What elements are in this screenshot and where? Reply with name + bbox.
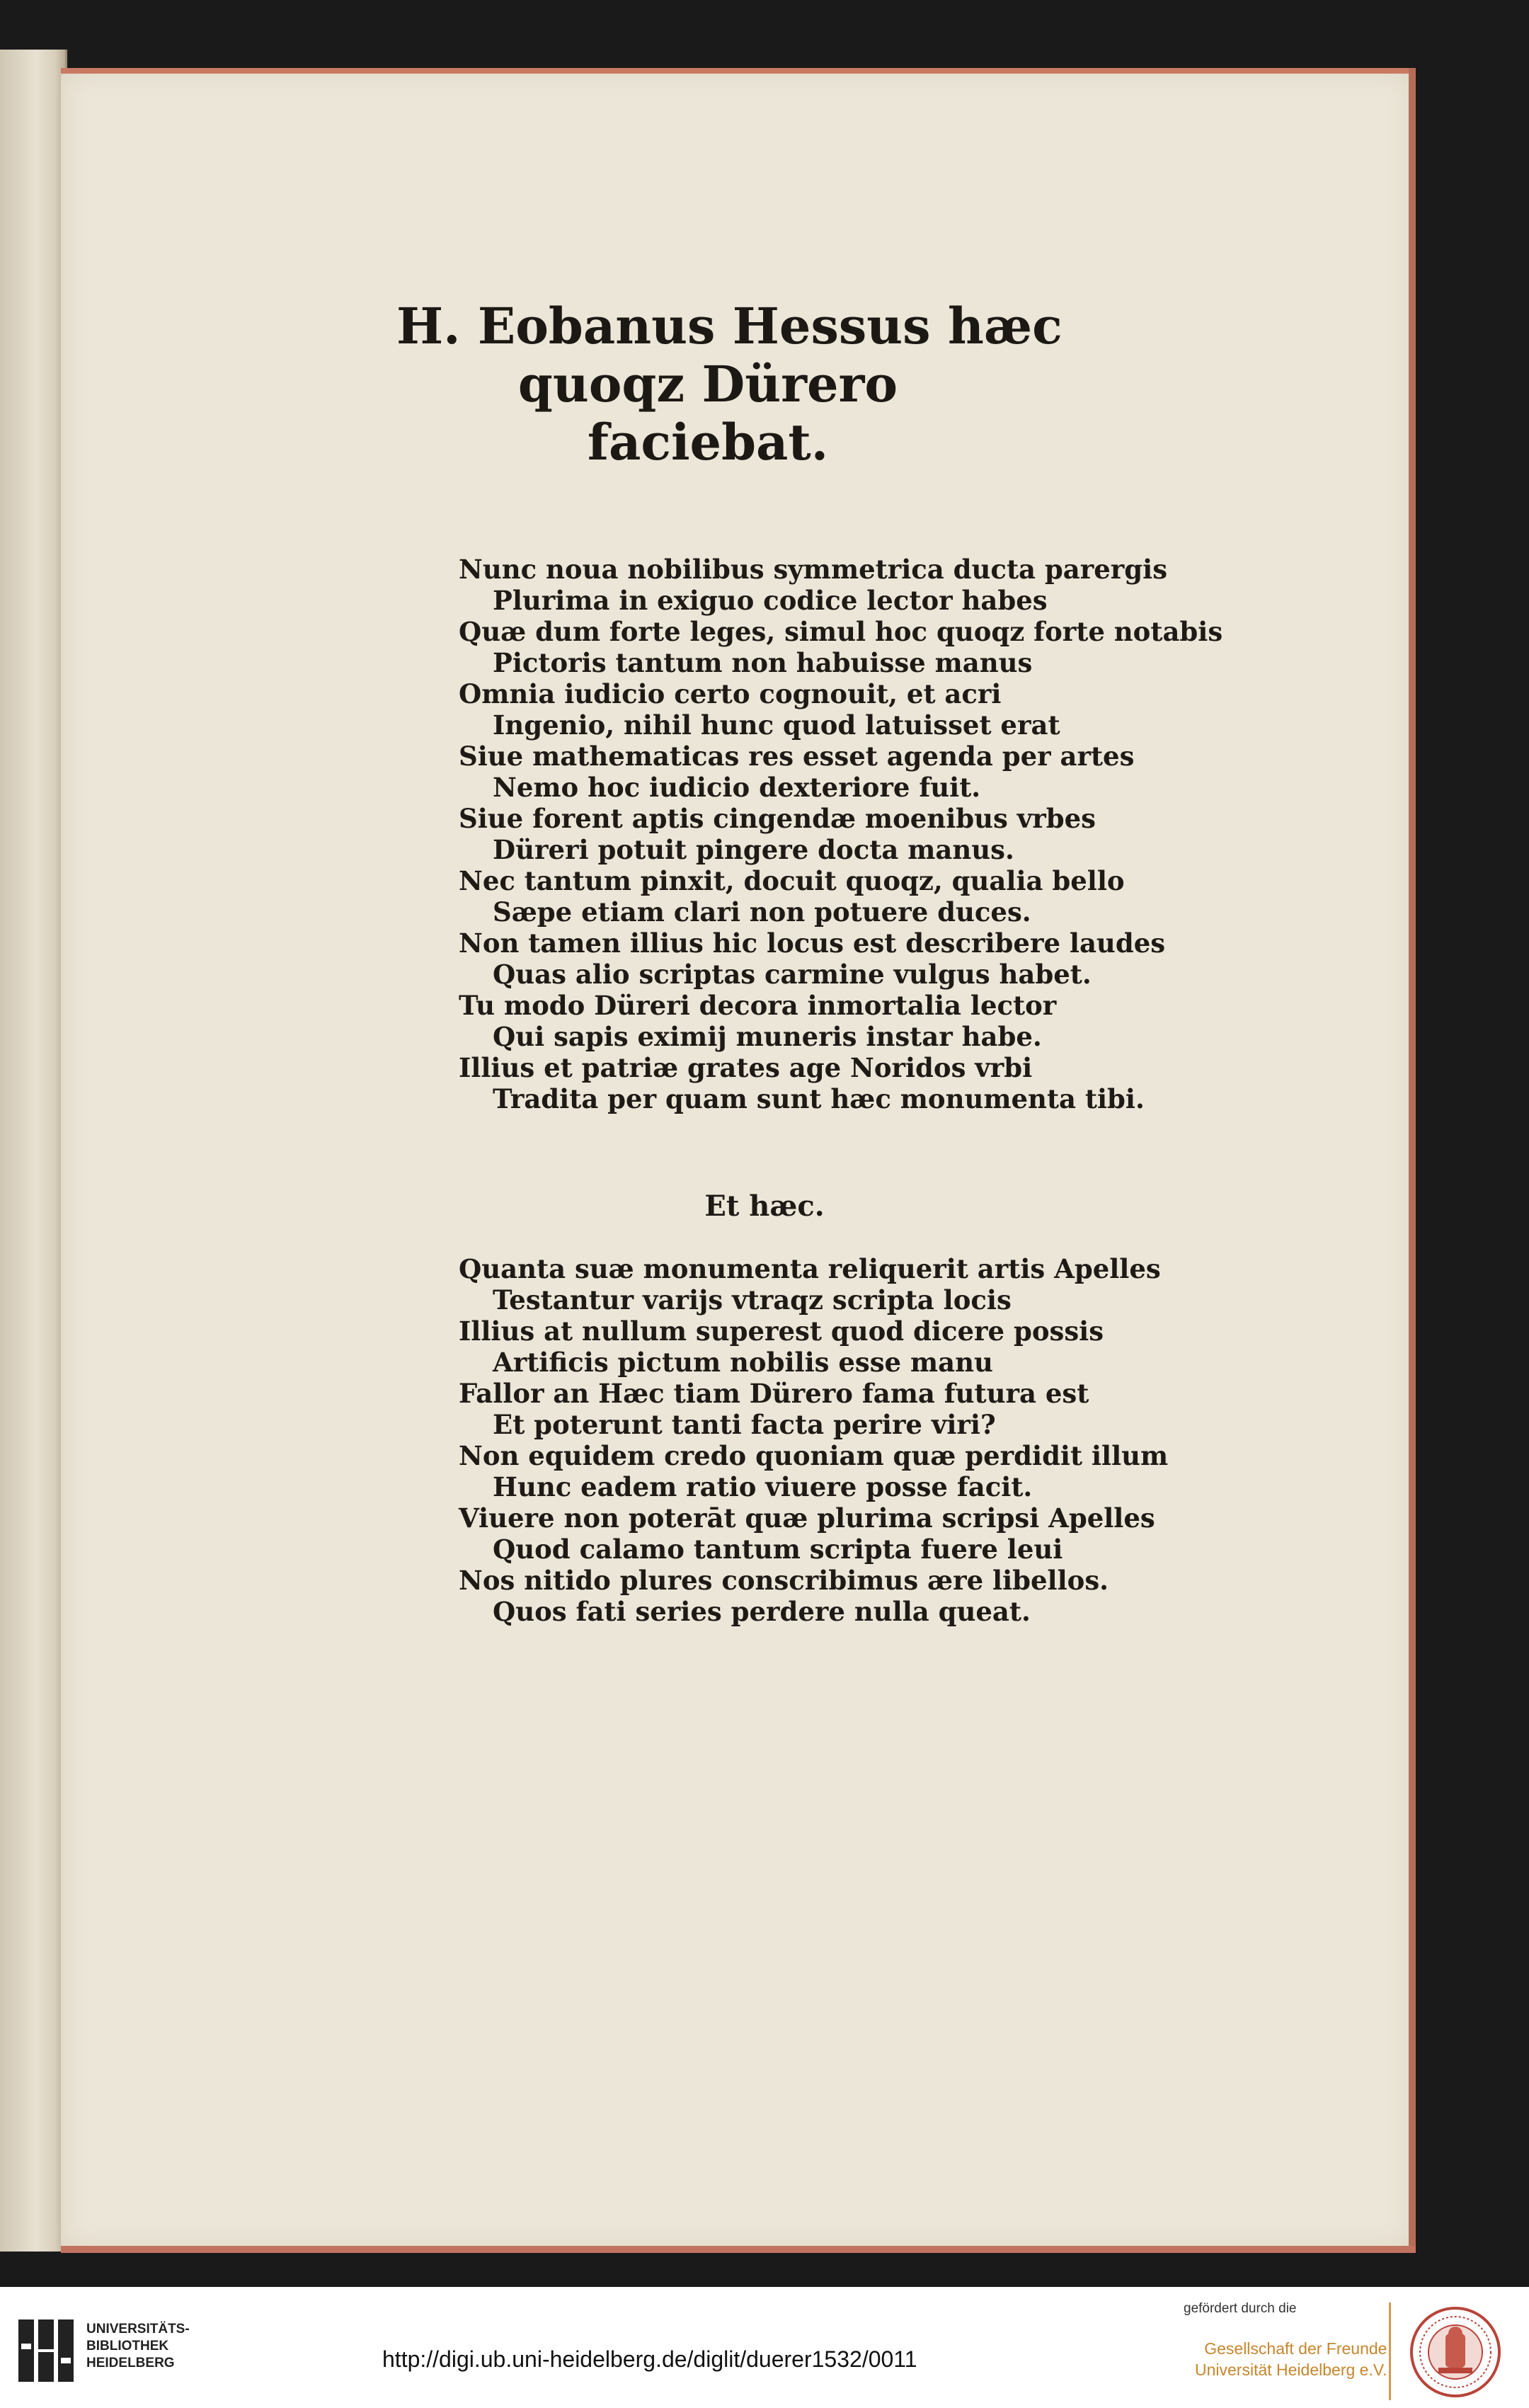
poem-line: Viuere non poterāt quæ plurima scripsi Apelles <box>459 1502 1155 1534</box>
page-edge-bottom <box>61 2246 1416 2253</box>
poem-line: Nunc noua nobilibus symmetrica ducta parergis <box>459 554 1168 585</box>
poem-line: Non equidem credo quoniam quæ perdidit illum <box>459 1440 1169 1471</box>
library-logo-icon <box>14 2315 76 2386</box>
poem-line: Quod calamo tantum scripta fuere leui <box>493 1534 1063 1565</box>
first-poem <box>459 554 1223 1114</box>
poem-line: Düreri potuit pingere docta manus. <box>493 834 1014 865</box>
funded-by-label: gefördert durch die <box>1184 2301 1297 2316</box>
poem-line: Tradita per quam sunt hæc monumenta tibi. <box>493 1083 1145 1114</box>
poem-line: Omnia iudicio certo cognouit, et acri <box>459 678 1002 709</box>
university-seal-icon <box>1409 2305 1502 2399</box>
left-page-edge <box>0 50 67 2252</box>
poem-line: Nos nitido plures conscribimus ære libellos. <box>459 1565 1109 1596</box>
poem-line: Quanta suæ monumenta reliquerit artis Apelles <box>459 1253 1161 1284</box>
footer-bar <box>0 2287 1529 2408</box>
library-name-line: BIBLIOTHEK <box>86 2339 169 2353</box>
poem-line: Pictoris tantum non habuisse manus <box>493 647 1033 678</box>
poem-line: Sæpe etiam clari non potuere duces. <box>493 896 1031 928</box>
library-name-line: HEIDELBERG <box>86 2356 175 2370</box>
poem-line: Testantur varijs vtraqz scripta locis <box>493 1284 1012 1316</box>
heading-line: H. Eobanus Hessus hæc <box>396 297 1063 355</box>
poem-line: Quæ dum forte leges, simul hoc quoqz forte notabis <box>459 616 1223 647</box>
second-poem <box>459 1253 1167 1627</box>
heading-line: faciebat. <box>587 413 829 472</box>
society-name-line: Gesellschaft der Freunde <box>1204 2339 1387 2358</box>
poem-line: Quas alio scriptas carmine vulgus habet. <box>493 959 1092 990</box>
poem-line: Qui sapis eximij muneris instar habe. <box>493 1021 1042 1052</box>
library-name-line: UNIVERSITÄTS- <box>86 2322 190 2336</box>
section-subheading: Et hæc. <box>704 1189 825 1223</box>
poem-line: Non tamen illius hic locus est describere laudes <box>459 928 1166 959</box>
poem-heading <box>396 297 1063 472</box>
poem-line: Illius et patriæ grates age Noridos vrbi <box>459 1052 1033 1083</box>
poem-line: Et poterunt tanti facta perire viri? <box>493 1409 996 1440</box>
poem-line: Hunc eadem ratio viuere posse facit. <box>493 1471 1033 1502</box>
poem-line: Illius at nullum superest quod dicere possis <box>459 1316 1104 1347</box>
poem-line: Ingenio, nihil hunc quod latuisset erat <box>493 709 1060 741</box>
poem-line: Quos fati series perdere nulla queat. <box>493 1596 1031 1627</box>
library-name <box>86 2321 190 2372</box>
poem-line: Plurima in exiguo codice lector habes <box>493 585 1048 616</box>
footer-divider <box>1389 2303 1391 2400</box>
permalink-url[interactable]: http://digi.ub.uni-heidelberg.de/diglit/duerer1532/0011 <box>382 2346 917 2372</box>
poem-line: Tu modo Düreri decora inmortalia lector <box>459 990 1057 1021</box>
poem-line: Siue forent aptis cingendæ moenibus vrbes <box>459 803 1096 834</box>
heading-line: quoqz Dürero <box>517 355 898 413</box>
page-edge-right <box>1409 68 1416 2252</box>
poem-line: Siue mathematicas res esset agenda per artes <box>459 741 1135 772</box>
society-name <box>1195 2338 1387 2380</box>
poem-line: Artificis pictum nobilis esse manu <box>493 1347 993 1378</box>
poem-line: Fallor an Hæc tiam Dürero fama futura est <box>459 1378 1089 1409</box>
page-edge-top <box>61 68 1414 74</box>
poem-line: Nemo hoc iudicio dexteriore fuit. <box>493 772 981 803</box>
poem-line: Nec tantum pinxit, docuit quoqz, qualia bello <box>459 865 1125 896</box>
society-name-line: Universität Heidelberg e.V. <box>1195 2361 1387 2379</box>
